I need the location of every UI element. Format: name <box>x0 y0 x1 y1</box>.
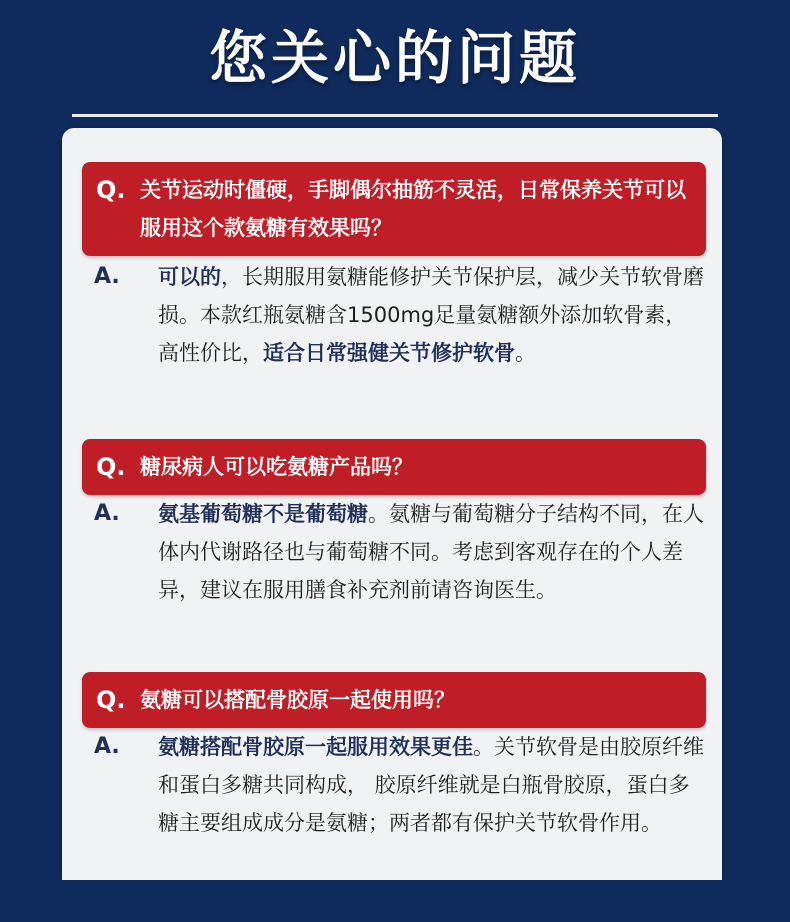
answer-prefix: A. <box>94 734 120 759</box>
question-text: 氨糖可以搭配骨胶原一起使用吗？ <box>140 688 455 712</box>
answer-highlight: 适合日常强健关节修护软骨 <box>263 341 515 365</box>
answer-highlight: 氨基葡萄糖不是葡萄糖 <box>158 502 368 526</box>
bottom-band <box>0 880 790 922</box>
question-text: 关节运动时僵硬，手脚偶尔抽筋不灵活，日常保养关节可以服用这个款氨糖有效果吗？ <box>140 178 686 240</box>
answer-block-2 <box>94 495 704 609</box>
title-underline <box>72 114 718 117</box>
answer-block-3 <box>94 728 704 842</box>
question-banner-2 <box>82 439 706 495</box>
question-prefix: Q. <box>96 176 126 204</box>
faq-card <box>62 128 722 880</box>
answer-block-1 <box>94 258 704 372</box>
question-prefix: Q. <box>96 453 126 481</box>
answer-text: ，长期服用氨糖能修护关节保护层，减少关节软骨磨损。本款红瓶氨糖含1500mg足量氨糖额外添加软骨素，高性价比， <box>158 265 704 365</box>
answer-highlight: 可以的 <box>158 265 221 289</box>
answer-text: 。 <box>515 341 536 365</box>
question-text: 糖尿病人可以吃氨糖产品吗？ <box>140 455 413 479</box>
answer-prefix: A. <box>94 264 120 289</box>
question-banner-3 <box>82 672 706 728</box>
answer-text: 。氨糖与葡萄糖分子结构不同，在人体内代谢路径也与葡萄糖不同。考虑到客观存在的个人差异，建议在服用膳食补充剂前请咨询医生。 <box>158 502 704 602</box>
answer-text: 。关节软骨是由胶原纤维和蛋白多糖共同构成， 胶原纤维就是白瓶骨胶原，蛋白多糖主要组成成分是氨糖；两者都有保护关节软骨作用。 <box>158 735 704 835</box>
answer-highlight: 氨糖搭配骨胶原一起服用效果更佳 <box>158 735 473 759</box>
question-banner-1 <box>82 162 706 256</box>
answer-prefix: A. <box>94 501 120 526</box>
page-title: 您关心的问题 <box>208 24 581 92</box>
question-prefix: Q. <box>96 686 126 714</box>
